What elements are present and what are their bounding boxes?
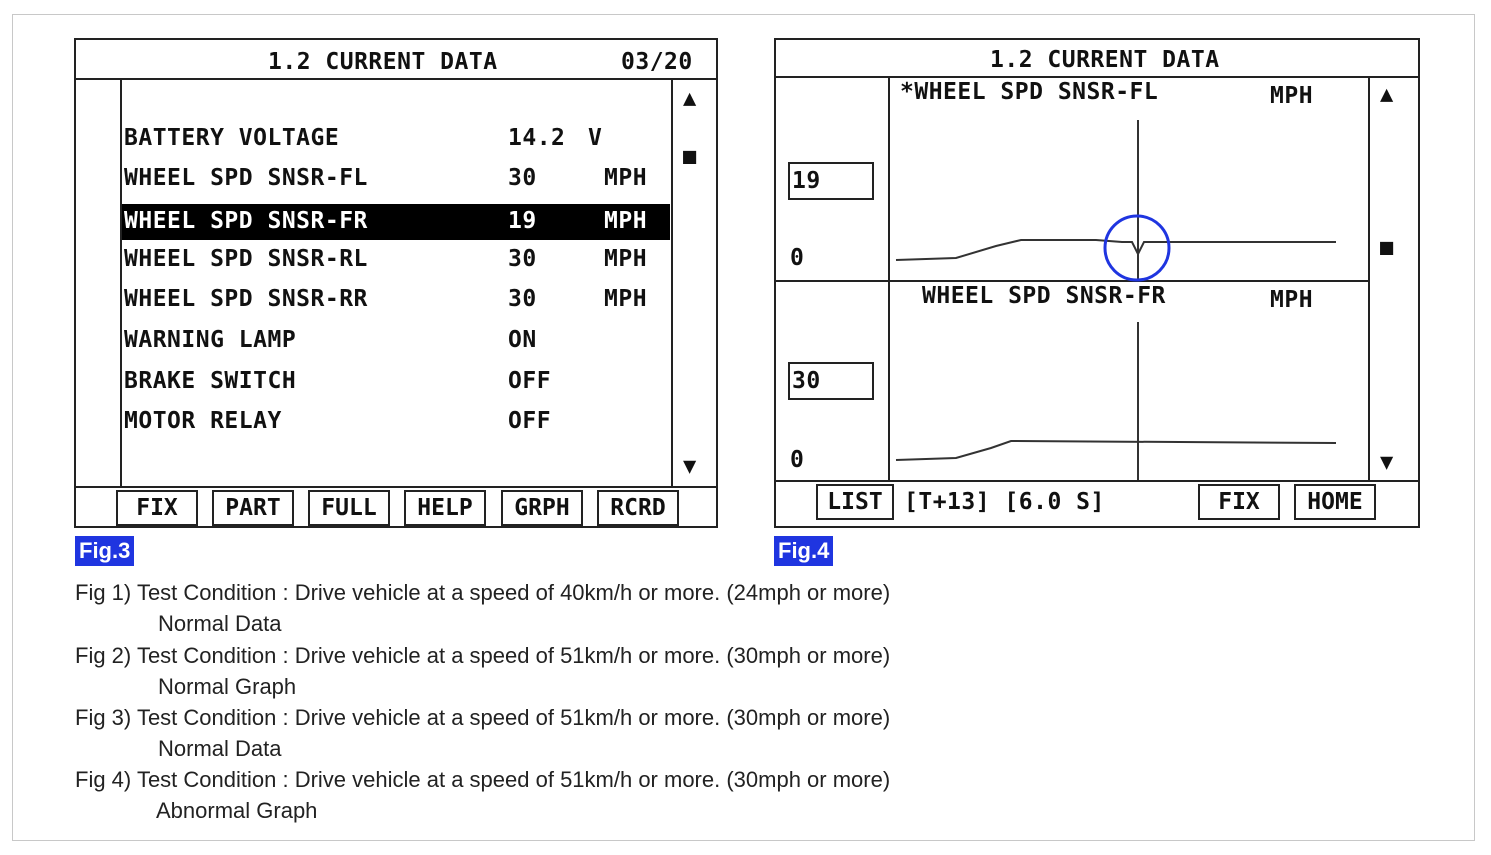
fix-button[interactable]: FIX [116,490,198,526]
list-item[interactable] [122,407,670,437]
scroll-thumb-icon[interactable]: ■ [1380,235,1394,260]
row-unit: MPH [604,165,648,191]
list-item[interactable] [122,124,670,154]
row-value: 30 [508,286,537,312]
row-name: MOTOR RELAY [124,408,282,434]
home-button[interactable]: HOME [1294,484,1376,520]
fig3-title-divider [76,78,716,80]
scroll-down-icon[interactable]: ▼ [1380,450,1394,475]
time-status: [T+13] [6.0 S] [904,489,1105,515]
row-name: WHEEL SPD SNSR-FR [124,208,368,234]
row-value: OFF [508,368,552,394]
scroll-up-icon[interactable]: ▲ [683,86,697,111]
fig3-scrollbar-divider [671,78,673,486]
grph-button[interactable]: GRPH [501,490,583,526]
graph1-unit: MPH [1270,83,1314,109]
caption-line: Fig 4) Test Condition : Drive vehicle at a speed of 51km/h or more. (30mph or more) [75,767,891,792]
row-unit: MPH [604,208,648,234]
row-unit: MPH [604,286,648,312]
help-button[interactable]: HELP [404,490,486,526]
row-value: 30 [508,165,537,191]
scroll-up-icon[interactable]: ▲ [1380,82,1394,107]
row-name: WARNING LAMP [124,327,297,353]
fig4-title: 1.2 CURRENT DATA [990,47,1220,73]
list-item[interactable] [122,164,670,194]
fig4-button-divider [776,480,1418,482]
graph2-unit: MPH [1270,287,1314,313]
fix-button[interactable]: FIX [1198,484,1280,520]
row-unit: V [588,125,603,151]
list-item[interactable] [122,326,670,356]
row-value: ON [508,327,537,353]
row-name: WHEEL SPD SNSR-RR [124,286,368,312]
caption-line: Fig 2) Test Condition : Drive vehicle at a speed of 51km/h or more. (30mph or more) [75,643,891,668]
fig3-button-divider [76,486,716,488]
caption-line: Fig 1) Test Condition : Drive vehicle at a speed of 40km/h or more. (24mph or more) [75,580,891,605]
fig3-page-counter: 03/20 [621,49,693,75]
fig4-screen [774,38,1420,528]
row-value: OFF [508,408,552,434]
scroll-thumb-icon[interactable]: ■ [683,144,697,169]
rcrd-button[interactable]: RCRD [597,490,679,526]
full-button[interactable]: FULL [308,490,390,526]
list-item-selected[interactable] [122,204,670,240]
fig3-screen [74,38,718,528]
fig3-title: 1.2 CURRENT DATA [268,49,498,75]
graph2-label: WHEEL SPD SNSR-FR [922,283,1166,309]
caption-subline: Normal Data [158,736,282,761]
row-value: 30 [508,246,537,272]
caption-subline: Normal Data [158,611,282,636]
list-item[interactable] [122,285,670,315]
row-name: BRAKE SWITCH [124,368,297,394]
graph-traces [776,40,1418,480]
row-value: 19 [508,208,537,234]
graph2-value-box: 30 [788,362,874,400]
row-name: WHEEL SPD SNSR-FL [124,165,368,191]
scroll-down-icon[interactable]: ▼ [683,454,697,479]
row-name: BATTERY VOLTAGE [124,125,340,151]
part-button[interactable]: PART [212,490,294,526]
caption-subline: Abnormal Graph [156,798,318,823]
graph1-value-box: 19 [788,162,874,200]
caption-subline: Normal Graph [158,674,297,699]
graph2-trace [896,441,1336,460]
graph2-zero-label: 0 [790,447,805,473]
list-item[interactable] [122,367,670,397]
graph1-label: *WHEEL SPD SNSR-FL [900,79,1159,105]
caption-line: Fig 3) Test Condition : Drive vehicle at a speed of 51km/h or more. (30mph or more) [75,705,891,730]
graph1-trace [896,240,1336,260]
fig3-tag: Fig.3 [75,536,134,566]
row-value: 14.2 [508,125,566,151]
graph1-zero-label: 0 [790,245,805,271]
fig4-tag: Fig.4 [774,536,833,566]
list-item[interactable] [122,245,670,275]
row-name: WHEEL SPD SNSR-RL [124,246,368,272]
list-button[interactable]: LIST [816,484,894,520]
row-unit: MPH [604,246,648,272]
